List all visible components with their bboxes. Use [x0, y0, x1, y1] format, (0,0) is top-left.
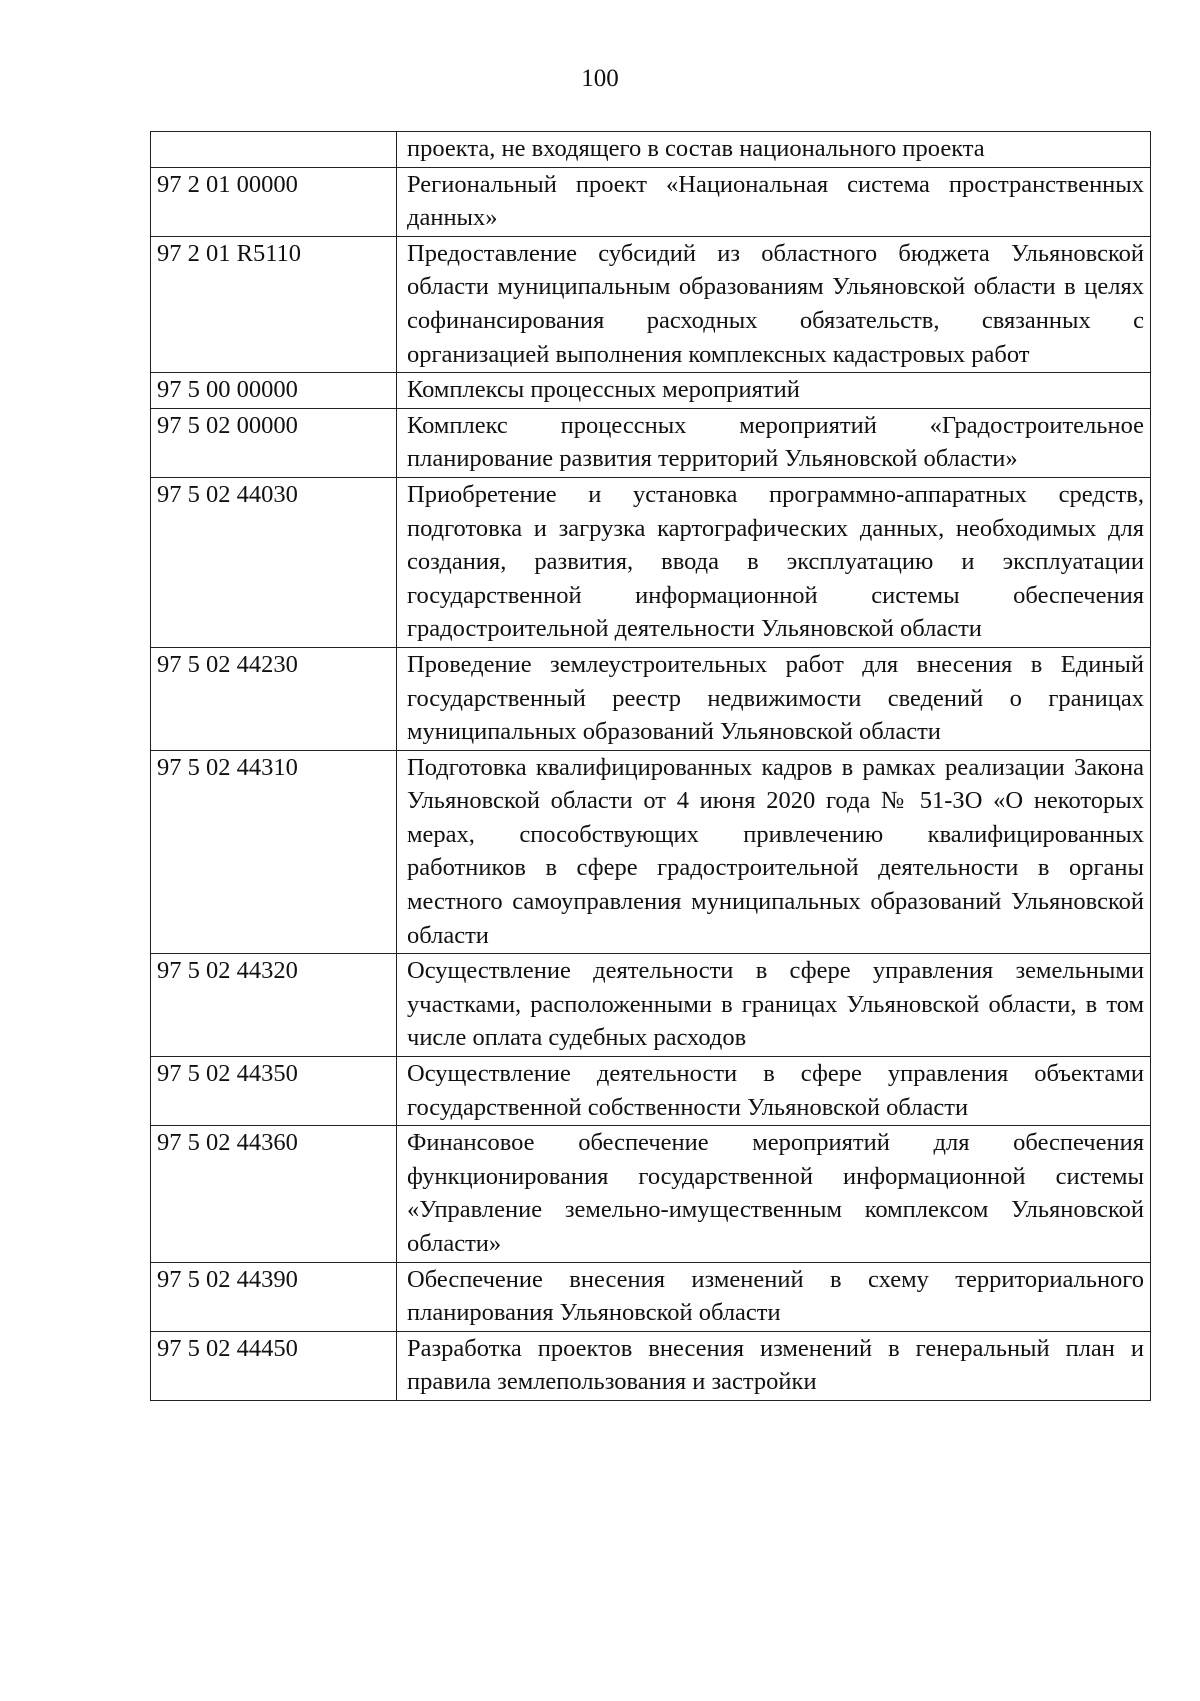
- row-code: 97 5 02 44360: [151, 1126, 397, 1262]
- table-body: [151, 132, 1151, 1401]
- table-row: [151, 167, 1151, 236]
- table-row: [151, 408, 1151, 477]
- row-name: проекта, не входящего в состав национального проекта: [397, 132, 1151, 168]
- table-row: [151, 236, 1151, 372]
- row-code: 97 5 02 44350: [151, 1057, 397, 1126]
- table-row: [151, 647, 1151, 750]
- row-code: 97 5 02 00000: [151, 408, 397, 477]
- row-code: [151, 132, 397, 168]
- budget-code-table: [150, 131, 1151, 1401]
- table-row: [151, 1331, 1151, 1400]
- row-code: 97 2 01 R5110: [151, 236, 397, 372]
- row-name: Комплексы процессных мероприятий: [397, 373, 1151, 409]
- table-row: [151, 132, 1151, 168]
- row-name: Разработка проектов внесения изменений в генеральный план и правила землепользования и застройки: [397, 1331, 1151, 1400]
- row-code: 97 5 02 44320: [151, 954, 397, 1057]
- row-name: Осуществление деятельности в сфере управления объектами государственной собственности Ульяновской области: [397, 1057, 1151, 1126]
- page-number: 100: [581, 65, 619, 92]
- row-name: Финансовое обеспечение мероприятий для обеспечения функционирования государственной информационной системы «Управление земельно-имущественным комплексом Ульяновской области»: [397, 1126, 1151, 1262]
- row-name: Проведение землеустроительных работ для внесения в Единый государственный реестр недвижимости сведений о границах муниципальных образований Ульяновской области: [397, 647, 1151, 750]
- row-name: Обеспечение внесения изменений в схему территориального планирования Ульяновской области: [397, 1262, 1151, 1331]
- row-code: 97 5 02 44450: [151, 1331, 397, 1400]
- row-code: 97 5 02 44310: [151, 750, 397, 954]
- row-name: Предоставление субсидий из областного бюджета Ульяновской области муниципальным образованиям Ульяновской области в целях софинансирования расходных обязательств, связанных с организацией выполнения комплексных кадастровых работ: [397, 236, 1151, 372]
- table-row: [151, 477, 1151, 647]
- table-row: [151, 1126, 1151, 1262]
- row-code: 97 5 02 44230: [151, 647, 397, 750]
- table-row: [151, 1262, 1151, 1331]
- table-row: [151, 1057, 1151, 1126]
- row-name: Подготовка квалифицированных кадров в рамках реализации Закона Ульяновской области от 4 июня 2020 года № 51-ЗО «О некоторых мерах, способствующих привлечению квалифицированных работников в сфере градостроительной деятельности в органы местного самоуправления муниципальных образований Ульяновской области: [397, 750, 1151, 954]
- row-code: 97 5 02 44390: [151, 1262, 397, 1331]
- row-code: 97 5 02 44030: [151, 477, 397, 647]
- table-row: [151, 373, 1151, 409]
- row-name: Комплекс процессных мероприятий «Градостроительное планирование развития территорий Ульяновской области»: [397, 408, 1151, 477]
- row-name: Региональный проект «Национальная система пространственных данных»: [397, 167, 1151, 236]
- row-code: 97 5 00 00000: [151, 373, 397, 409]
- row-name: Приобретение и установка программно-аппаратных средств, подготовка и загрузка картографических данных, необходимых для создания, развития, ввода в эксплуатацию и эксплуатации государственной информационной системы обеспечения градостроительной деятельности Ульяновской области: [397, 477, 1151, 647]
- row-code: 97 2 01 00000: [151, 167, 397, 236]
- row-name: Осуществление деятельности в сфере управления земельными участками, расположенными в границах Ульяновской области, в том числе оплата судебных расходов: [397, 954, 1151, 1057]
- table-row: [151, 750, 1151, 954]
- table-row: [151, 954, 1151, 1057]
